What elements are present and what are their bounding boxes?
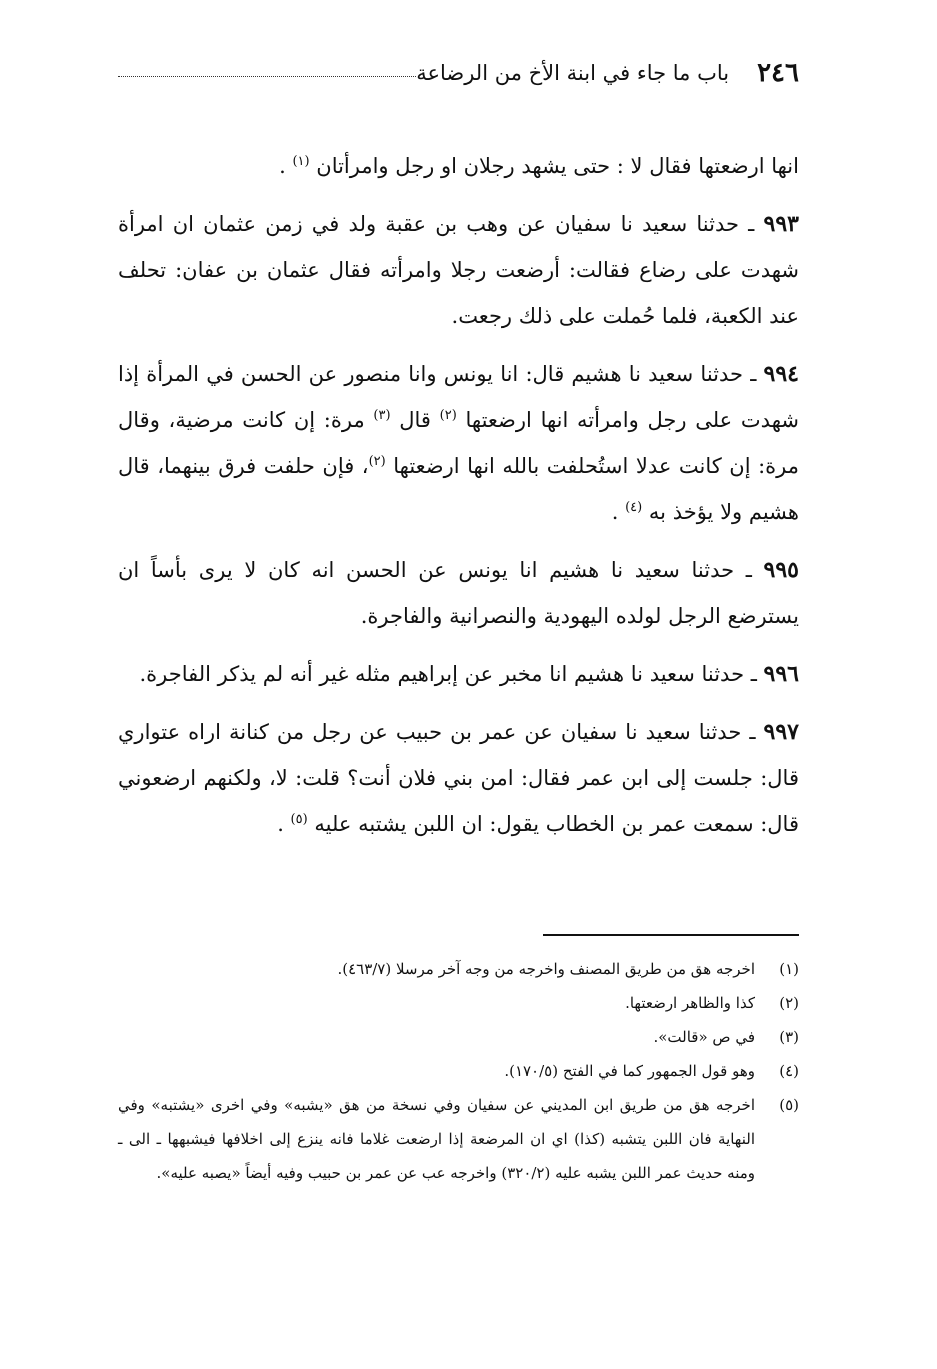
footnote (118, 1054, 799, 1088)
footnote (118, 1088, 799, 1190)
hadith-number: ٩٩٧ (763, 719, 799, 745)
hadith-number: ٩٩٤ (763, 361, 799, 387)
footnotes (118, 952, 799, 1190)
hadith-text: ـ حدثنا سعيد نا هشيم قال: انا يونس وانا منصور عن الحسن في المرأة إذا شهدت على رجل وامرأته انها ارضعتها (118, 362, 799, 432)
footnote-ref: (١) (292, 154, 310, 169)
hadith-text: . (611, 500, 626, 524)
hadith-994 (118, 351, 799, 535)
footnote-text: في ص «قالت». (653, 1028, 755, 1046)
footnote-text: اخرجه هق من طريق المصنف واخرجه من وجه آخر مرسلا (٤٦٣/٧). (337, 960, 755, 978)
footnote-ref: (٥) (290, 812, 308, 827)
running-header (118, 56, 799, 90)
hadith-number: ٩٩٣ (763, 211, 799, 237)
hadith-number: ٩٩٥ (763, 557, 799, 583)
footnote (118, 952, 799, 986)
footnote-number: (٢) (779, 994, 799, 1012)
main-text (118, 143, 799, 859)
footnote-text: وهو قول الجمهور كما في الفتح (١٧٠/٥). (504, 1062, 755, 1080)
footnote (118, 986, 799, 1020)
hadith-text: ـ حدثنا سعيد نا هشيم انا مخبر عن إبراهيم مثله غير أنه لم يذكر الفاجرة. (139, 662, 764, 686)
footnote-separator (543, 934, 799, 936)
paragraph-continuation (118, 143, 799, 189)
footnote-ref: (٣) (373, 408, 391, 423)
hadith-993 (118, 201, 799, 339)
hadith-number: ٩٩٦ (763, 661, 799, 687)
footnote (118, 1020, 799, 1054)
footnote-ref: (٢) (368, 454, 386, 469)
footnote-ref: (٤) (625, 500, 643, 515)
paragraph-text: انها ارضعتها فقال لا : حتى يشهد رجلان او رجل وامرأتان (316, 154, 799, 178)
hadith-text: مرة: إن كانت مرضية، وقال مرة: إن كانت عدلا استُحلفت بالله انها ارضعتها (118, 408, 799, 478)
footnote-text: كذا والظاهر ارضعتها. (625, 994, 755, 1012)
footnote-number: (١) (779, 960, 799, 978)
chapter-title: باب ما جاء في ابنة الأخ من الرضاعة (416, 61, 730, 85)
hadith-995 (118, 547, 799, 639)
hadith-text: ـ حدثنا سعيد نا هشيم انا يونس عن الحسن انه كان لا يرى بأساً ان يسترضع الرجل لولده اليهودية والنصرانية والفاجرة. (118, 558, 799, 628)
header-dotted-rule (118, 76, 416, 77)
footnote-number: (٥) (779, 1096, 799, 1114)
paragraph-text: . (279, 154, 293, 178)
hadith-text: قال (399, 408, 440, 432)
hadith-text: ـ حدثنا سعيد نا سفيان عن وهب بن عقبة ولد في زمن عثمان ان امرأة شهدت على رضاع فقالت: أرضعت رجلا وامرأته فقال عثمان بن عفان: تحلف عند الكعبة، فلما حُملت على ذلك رجعت. (118, 212, 799, 328)
page-number: ٢٤٦ (757, 58, 799, 88)
footnote-number: (٤) (779, 1062, 799, 1080)
hadith-text: ـ حدثنا سعيد نا سفيان عن عمر بن حبيب عن رجل من كنانة اراه عتواري قال: جلست إلى ابن عمر فقال: امن بني فلان أنت؟ قلت: لا، ولكنهم ارضعوني قال: سمعت عمر بن الخطاب يقول: ان اللبن يشتبه عليه (118, 720, 799, 836)
hadith-text: ، فإن حلفت فرق بينهما، قال هشيم ولا يؤخذ به (118, 454, 799, 524)
footnote-text: اخرجه هق من طريق ابن المديني عن سفيان وفي نسخة من هق «يشبه» وفي اخرى «يشتبه» وفي النهاية فان اللبن يتشبه (كذا) اي ان المرضعة إذا ارضعت غلاما فانه ينزع إلى اخلافها فيشبهها ـ الى ـ ومنه حديث عمر اللبن يشبه عليه (٣٢٠/٢) واخرجه عب عن عمر بن حبيب وفيه أيضاً «يصبه عليه». (118, 1096, 755, 1182)
footnote-number: (٣) (779, 1028, 799, 1046)
hadith-997 (118, 709, 799, 847)
hadith-996 (118, 651, 799, 697)
footnote-ref: (٢) (439, 408, 457, 423)
hadith-text: . (277, 812, 291, 836)
